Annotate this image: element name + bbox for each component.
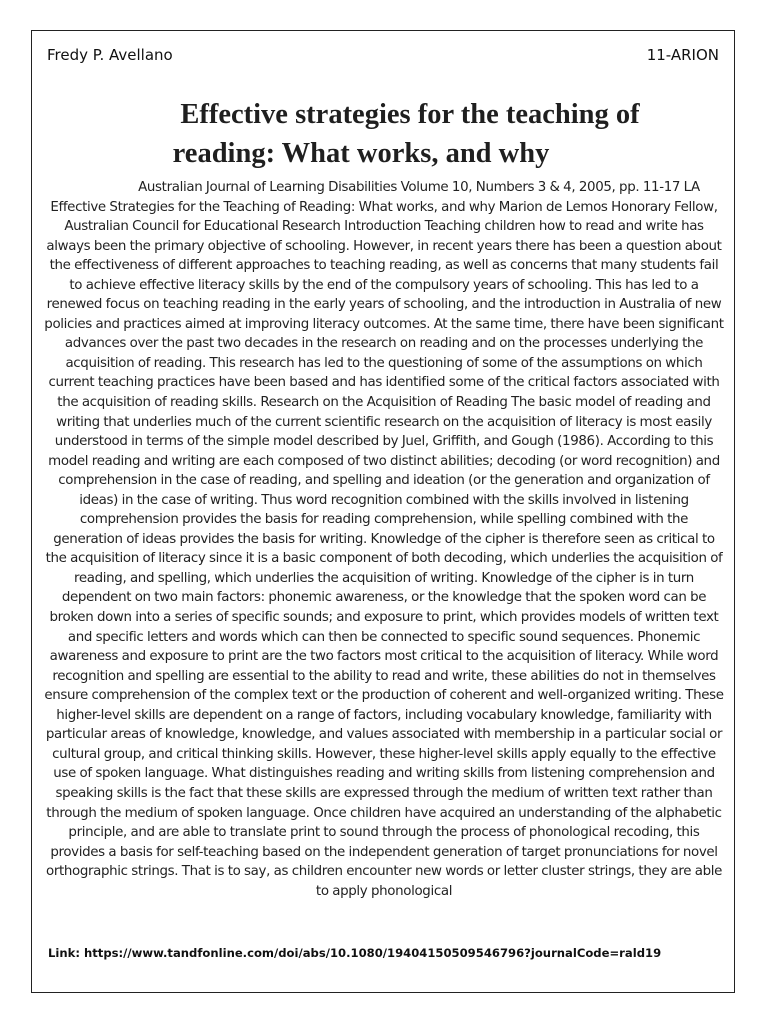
- section-label: 11-ARION: [646, 46, 719, 64]
- title-line-1: Effective strategies for the teaching of: [180, 99, 640, 130]
- source-link: Link: https://www.tandfonline.com/doi/abs/10.1080/19404150509546796?journalCode=rald19: [48, 946, 662, 960]
- author-name: Fredy P. Avellano: [47, 46, 173, 64]
- article-title: [80, 95, 740, 173]
- article-body-text: Australian Journal of Learning Disabilities Volume 10, Numbers 3 & 4, 2005, pp. 11-17 LA Effective Strategies for the Teaching of Reading: What works, and why Marion de Lemos Honorary Fellow, Australian Council for Educational Research Introduction Teaching children how to read and write has always been the primary objective of schooling. However, in recent years there has been a question about the effectiveness of different approaches to teaching reading, as well as concerns that many students fail to achieve effective literacy skills by the end of the compulsory years of schooling. This has led to a renewed focus on teaching reading in the early years of schooling, and the introduction in Australia of new policies and practices aimed at improving literacy outcomes. At the same time, there have been significant advances over the past two decades in the research on reading and on the processes underlying the acquisition of reading. This research has led to the questioning of some of the assumptions on which current teaching practices have been based and has identified some of the critical factors associated with the acquisition of reading skills. Research on the Acquisition of Reading The basic model of reading and writing that underlies much of the current scientific research on the acquisition of literacy is most easily understood in terms of the simple model described by Juel, Griffith, and Gough (1986). According to this model reading and writing are each composed of two distinct abilities; decoding (or word recognition) and comprehension in the case of reading, and spelling and ideation (or the generation and organization of ideas) in the case of writing. Thus word recognition combined with the skills involved in listening comprehension provides the basis for reading comprehension, while spelling combined with the generation of ideas provides the basis for writing. Knowledge of the cipher is therefore seen as critical to the acquisition of literacy since it is a basic component of both decoding, which underlies the acquisition of reading, and spelling, which underlies the acquisition of writing. Knowledge of the cipher is in turn dependent on two main factors: phonemic awareness, or the knowledge that the spoken word can be broken down into a series of specific sounds; and exposure to print, which provides models of written text and specific letters and words which can then be connected to specific sound sequences. Phonemic awareness and exposure to print are the two factors most critical to the acquisition of literacy. While word recognition and spelling are essential to the ability to read and write, these abilities do not in themselves ensure comprehension of the complex text or the production of coherent and well-organized writing. These higher-level skills are dependent on a range of factors, including vocabulary knowledge, familiarity with particular areas of knowledge, knowledge, and values associated with membership in a particular social or cultural group, and critical thinking skills. However, these higher-level skills apply equally to the effective use of spoken language. What distinguishes reading and writing skills from listening comprehension and speaking skills is the fact that these skills are expressed through the medium of written text rather than through the medium of spoken language. Once children have acquired an understanding of the alphabetic principle, and are able to translate print to sound through the process of phonological recoding, this provides a basis for self-teaching based on the independent generation of target pronunciations for novel orthographic strings. That is to say, as children encounter new words or letter cluster strings, they are able to apply phonological: [44, 180, 724, 899]
- page-header: [47, 46, 719, 68]
- article-body: [44, 178, 724, 901]
- title-line-2: reading: What works, and why: [172, 138, 550, 169]
